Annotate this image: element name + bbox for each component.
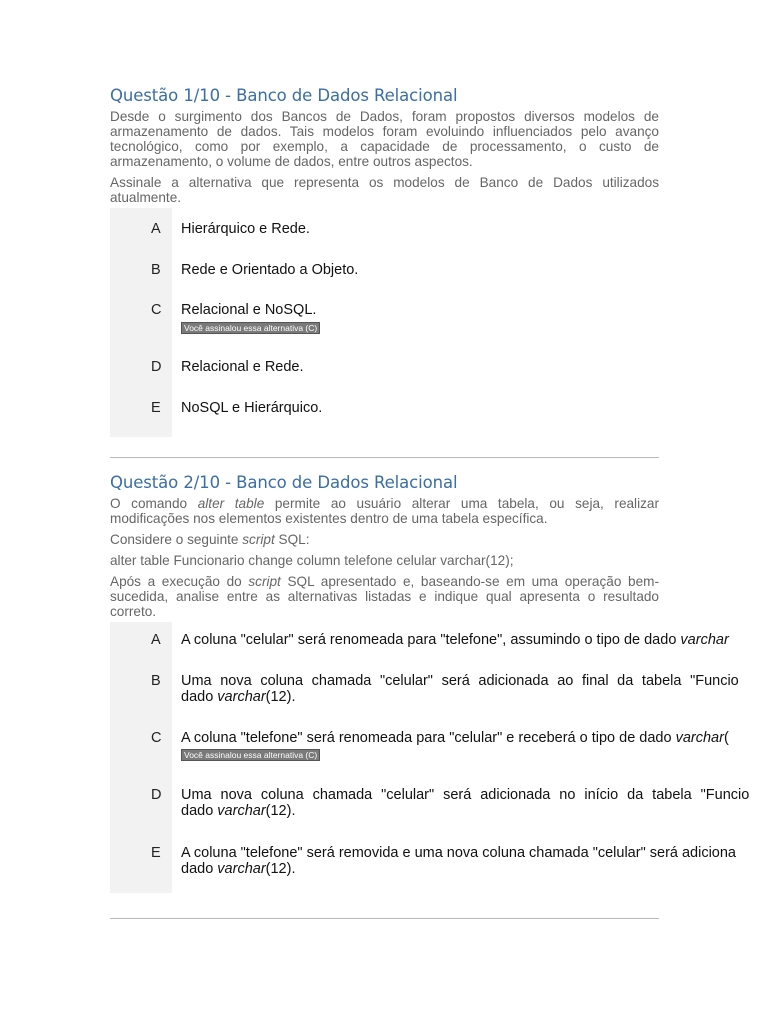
option-letter: E — [151, 845, 161, 861]
question-paragraph: Após a execução do script SQL apresentado e, baseando-se em uma operação bem-sucedida, analise entre as alternativas listadas e indique qual apresenta o resultado correto. — [110, 574, 659, 619]
question-paragraph: Considere o seguinte script SQL: — [110, 532, 310, 547]
option-letter: D — [151, 359, 162, 375]
sql-statement: alter table Funcionario change column telefone celular varchar(12); — [110, 553, 514, 568]
option-letter: B — [151, 673, 161, 689]
selected-answer-badge: Você assinalou essa alternativa (C) — [181, 749, 320, 761]
option-letter: A — [151, 632, 161, 648]
option-text: NoSQL e Hierárquico. — [181, 400, 323, 416]
option-b[interactable] — [110, 673, 767, 705]
question-paragraph: Assinale a alternativa que representa os modelos de Banco de Dados utilizados atualmente. — [110, 175, 659, 205]
question-divider — [110, 918, 659, 919]
option-letter: A — [151, 221, 161, 237]
option-text: Uma nova coluna chamada "celular" será adicionada ao final da tabela "Funcio — [181, 673, 739, 689]
option-d[interactable] — [110, 359, 768, 375]
option-a[interactable] — [110, 632, 767, 648]
option-e[interactable] — [110, 400, 768, 416]
option-b[interactable] — [110, 262, 768, 278]
option-a[interactable] — [110, 221, 768, 237]
option-letter: B — [151, 262, 161, 278]
option-text: Uma nova coluna chamada "celular" será adicionada no início da tabela "Funcio — [181, 787, 750, 803]
option-text: Rede e Orientado a Objeto. — [181, 262, 359, 278]
option-c[interactable] — [110, 730, 767, 762]
option-text: A coluna "celular" será renomeada para "telefone", assumindo o tipo de dado varchar — [181, 632, 729, 648]
option-text: Relacional e NoSQL. — [181, 302, 317, 318]
question-divider — [110, 457, 659, 458]
option-letter: D — [151, 787, 162, 803]
question-paragraph: Desde o surgimento dos Bancos de Dados, foram propostos diversos modelos de armazenamento de dados. Tais modelos foram evoluindo influenciados pelo avanço tecnológico, como por exemplo, a capacidade de processamento, o custo de armazenamento, o volume de dados, entre outros aspectos. — [110, 109, 659, 169]
option-text: Relacional e Rede. — [181, 359, 304, 375]
option-text: A coluna "telefone" será removida e uma nova coluna chamada "celular" será adiciona — [181, 845, 737, 861]
question-2 — [110, 473, 659, 625]
option-letter: C — [151, 730, 162, 746]
option-c[interactable] — [110, 302, 768, 335]
option-text: Hierárquico e Rede. — [181, 221, 310, 237]
option-text: A coluna "telefone" será renomeada para "celular" e receberá o tipo de dado varchar( — [181, 730, 729, 746]
option-text: dado varchar(12). — [181, 803, 296, 819]
option-text: dado varchar(12). — [181, 689, 296, 705]
option-e[interactable] — [110, 845, 767, 877]
option-letter: E — [151, 400, 161, 416]
selected-answer-badge: Você assinalou essa alternativa (C) — [181, 322, 320, 334]
question-paragraph: O comando alter table permite ao usuário alterar uma tabela, ou seja, realizar modificações nos elementos existentes dentro de uma tabela específica. — [110, 496, 659, 526]
option-d[interactable] — [110, 787, 767, 819]
question-title: Questão 1/10 - Banco de Dados Relacional — [110, 86, 458, 105]
option-letter: C — [151, 302, 162, 318]
question-title: Questão 2/10 - Banco de Dados Relacional — [110, 473, 458, 492]
option-text: dado varchar(12). — [181, 861, 296, 877]
